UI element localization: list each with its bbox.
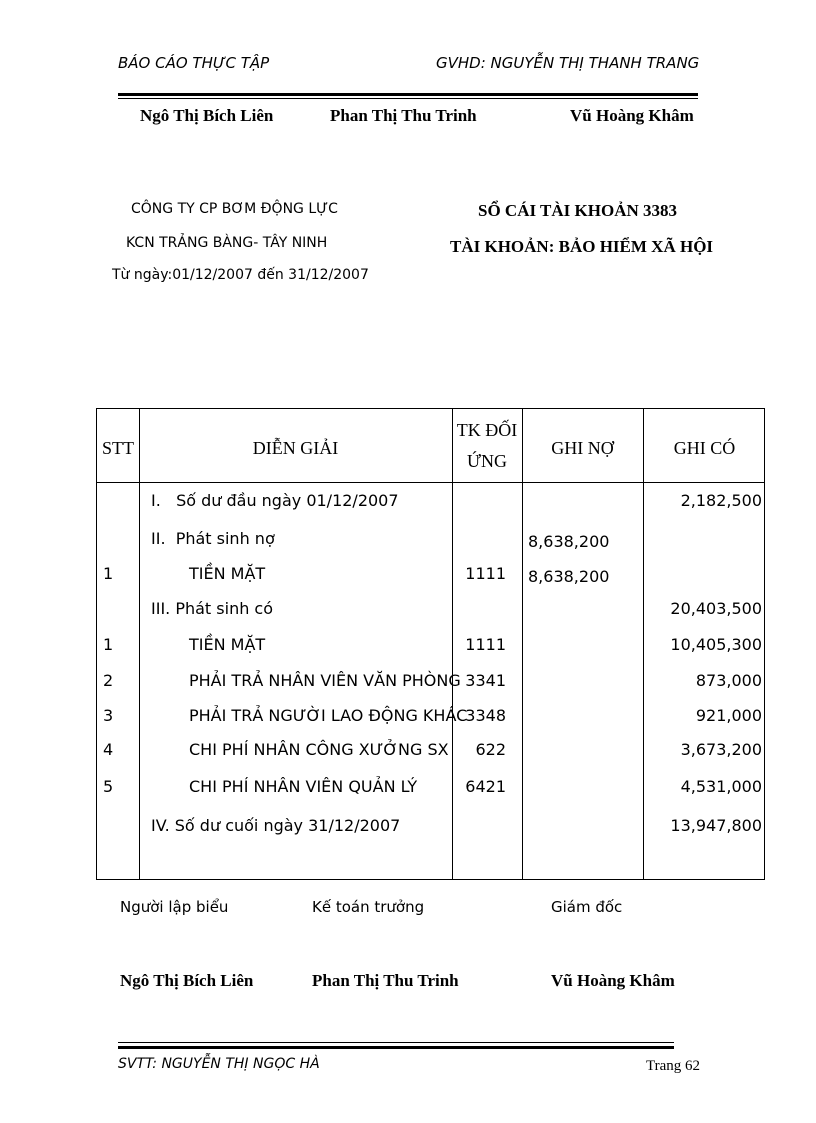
report-period: Từ ngày:01/12/2007 đến 31/12/2007 xyxy=(112,267,369,283)
col-header-tk-line2: ỨNG xyxy=(467,451,507,471)
row-stt: 3 xyxy=(103,706,114,725)
row-credit: 3,673,200 xyxy=(680,740,762,759)
row-account: 3341 xyxy=(465,671,506,690)
row-account: 1111 xyxy=(465,564,506,583)
row-credit: 10,405,300 xyxy=(670,635,762,654)
row-credit: 921,000 xyxy=(695,706,762,725)
header-supervisor: GVHD: NGUYỄN THỊ THANH TRANG xyxy=(436,54,700,72)
col-header-credit: GHI CÓ xyxy=(673,438,736,458)
col-header-tk-line1: TK ĐỐI xyxy=(456,420,518,440)
row-description: CHI PHÍ NHÂN CÔNG XƯỞNG SX xyxy=(189,740,449,759)
row-description: PHẢI TRẢ NGƯỜI LAO ĐỘNG KHÁC xyxy=(189,706,468,725)
header-report-title: BÁO CÁO THỰC TẬP xyxy=(118,54,270,72)
col-header-stt: STT xyxy=(101,438,134,458)
sig-name-preparer: Ngô Thị Bích Liên xyxy=(120,971,254,990)
header-rule-thin xyxy=(118,98,698,99)
footer-page-number: Trang 62 xyxy=(646,1058,701,1074)
footer-rule-thick xyxy=(118,1046,674,1049)
row-credit: 873,000 xyxy=(695,671,762,690)
row-description: IV. Số dư cuối ngày 31/12/2007 xyxy=(151,816,401,835)
header-rule-thick xyxy=(118,93,698,96)
row-description: II. Phát sinh nợ xyxy=(151,529,275,548)
row-description: III. Phát sinh có xyxy=(151,599,274,618)
sig-role-chief-accountant: Kế toán trưởng xyxy=(312,898,425,916)
ledger-title: SỔ CÁI TÀI KHOẢN 3383 xyxy=(478,201,677,220)
row-account: 6421 xyxy=(465,777,506,796)
row-debit: 8,638,200 xyxy=(528,532,610,551)
sig-name-director: Vũ Hoàng Khâm xyxy=(551,971,675,990)
row-description: PHẢI TRẢ NHÂN VIÊN VĂN PHÒNG xyxy=(189,671,461,690)
sig-role-preparer: Người lập biểu xyxy=(120,898,229,916)
row-stt: 2 xyxy=(103,671,114,690)
col-divider xyxy=(452,409,453,879)
ledger-account: TÀI KHOẢN: BẢO HIỂM XÃ HỘI xyxy=(450,237,714,256)
ledger-table xyxy=(96,408,765,880)
row-credit: 13,947,800 xyxy=(670,816,762,835)
author-1: Ngô Thị Bích Liên xyxy=(140,106,274,125)
row-account: 3348 xyxy=(465,706,506,725)
row-description: I. Số dư đầu ngày 01/12/2007 xyxy=(151,491,399,510)
row-account: 622 xyxy=(475,740,506,759)
author-3: Vũ Hoàng Khâm xyxy=(570,106,694,125)
row-description: TIỀN MẶT xyxy=(189,635,266,654)
author-2: Phan Thị Thu Trinh xyxy=(330,106,477,125)
col-header-desc: DIỄN GIẢI xyxy=(252,438,339,458)
col-divider xyxy=(643,409,644,879)
row-description: CHI PHÍ NHÂN VIÊN QUẢN LÝ xyxy=(189,777,418,796)
company-location: KCN TRẢNG BÀNG- TÂY NINH xyxy=(126,235,328,251)
row-account: 1111 xyxy=(465,635,506,654)
row-stt: 5 xyxy=(103,777,114,796)
company-name: CÔNG TY CP BƠM ĐỘNG LỰC xyxy=(131,201,338,217)
col-divider xyxy=(522,409,523,879)
row-stt: 4 xyxy=(103,740,114,759)
footer-rule-thin xyxy=(118,1042,674,1043)
row-debit: 8,638,200 xyxy=(528,567,610,586)
col-divider xyxy=(139,409,140,879)
row-description: TIỀN MẶT xyxy=(189,564,266,583)
row-credit: 2,182,500 xyxy=(680,491,762,510)
header-divider xyxy=(97,482,764,483)
col-header-debit: GHI NỢ xyxy=(551,438,614,458)
row-stt: 1 xyxy=(103,564,114,583)
row-credit: 4,531,000 xyxy=(680,777,762,796)
footer-student: SVTT: NGUYỄN THỊ NGỌC HÀ xyxy=(118,1056,320,1072)
row-stt: 1 xyxy=(103,635,114,654)
sig-name-chief-accountant: Phan Thị Thu Trinh xyxy=(312,971,459,990)
sig-role-director: Giám đốc xyxy=(551,898,623,916)
row-credit: 20,403,500 xyxy=(670,599,762,618)
